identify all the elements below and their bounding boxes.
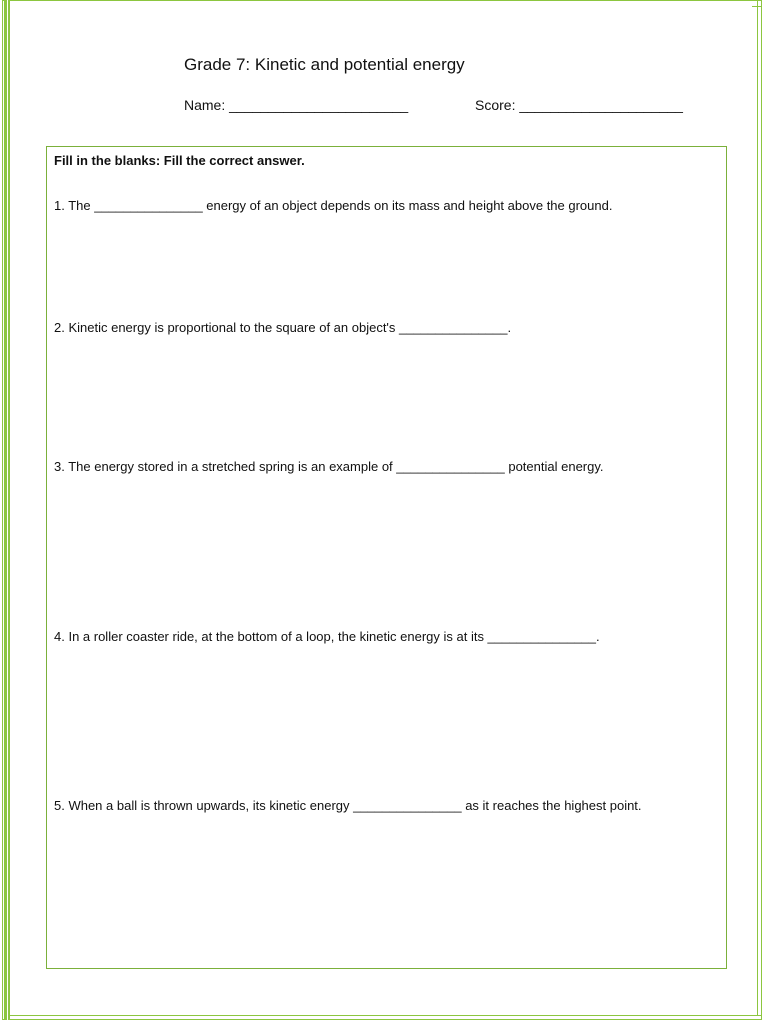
question-4: 4. In a roller coaster ride, at the bottom of a loop, the kinetic energy is at its _______________. [54, 629, 600, 644]
page-border-left-gap [7, 0, 8, 1020]
questions-box [46, 146, 727, 969]
question-3: 3. The energy stored in a stretched spring is an example of _______________ potential energy. [54, 459, 604, 474]
score-field: Score: _____________________ [475, 97, 683, 113]
instructions: Fill in the blanks: Fill the correct answer. [54, 153, 305, 168]
question-2: 2. Kinetic energy is proportional to the square of an object's _______________. [54, 320, 512, 335]
worksheet-title: Grade 7: Kinetic and potential energy [184, 55, 465, 74]
page-border-corner [752, 6, 762, 7]
page-border-right [757, 0, 758, 1016]
page-border-bottom [10, 1015, 762, 1016]
question-5: 5. When a ball is thrown upwards, its kinetic energy _______________ as it reaches the highest point. [54, 798, 642, 813]
name-field: Name: _______________________ [184, 97, 409, 113]
question-1: 1. The _______________ energy of an object depends on its mass and height above the ground. [54, 198, 613, 213]
